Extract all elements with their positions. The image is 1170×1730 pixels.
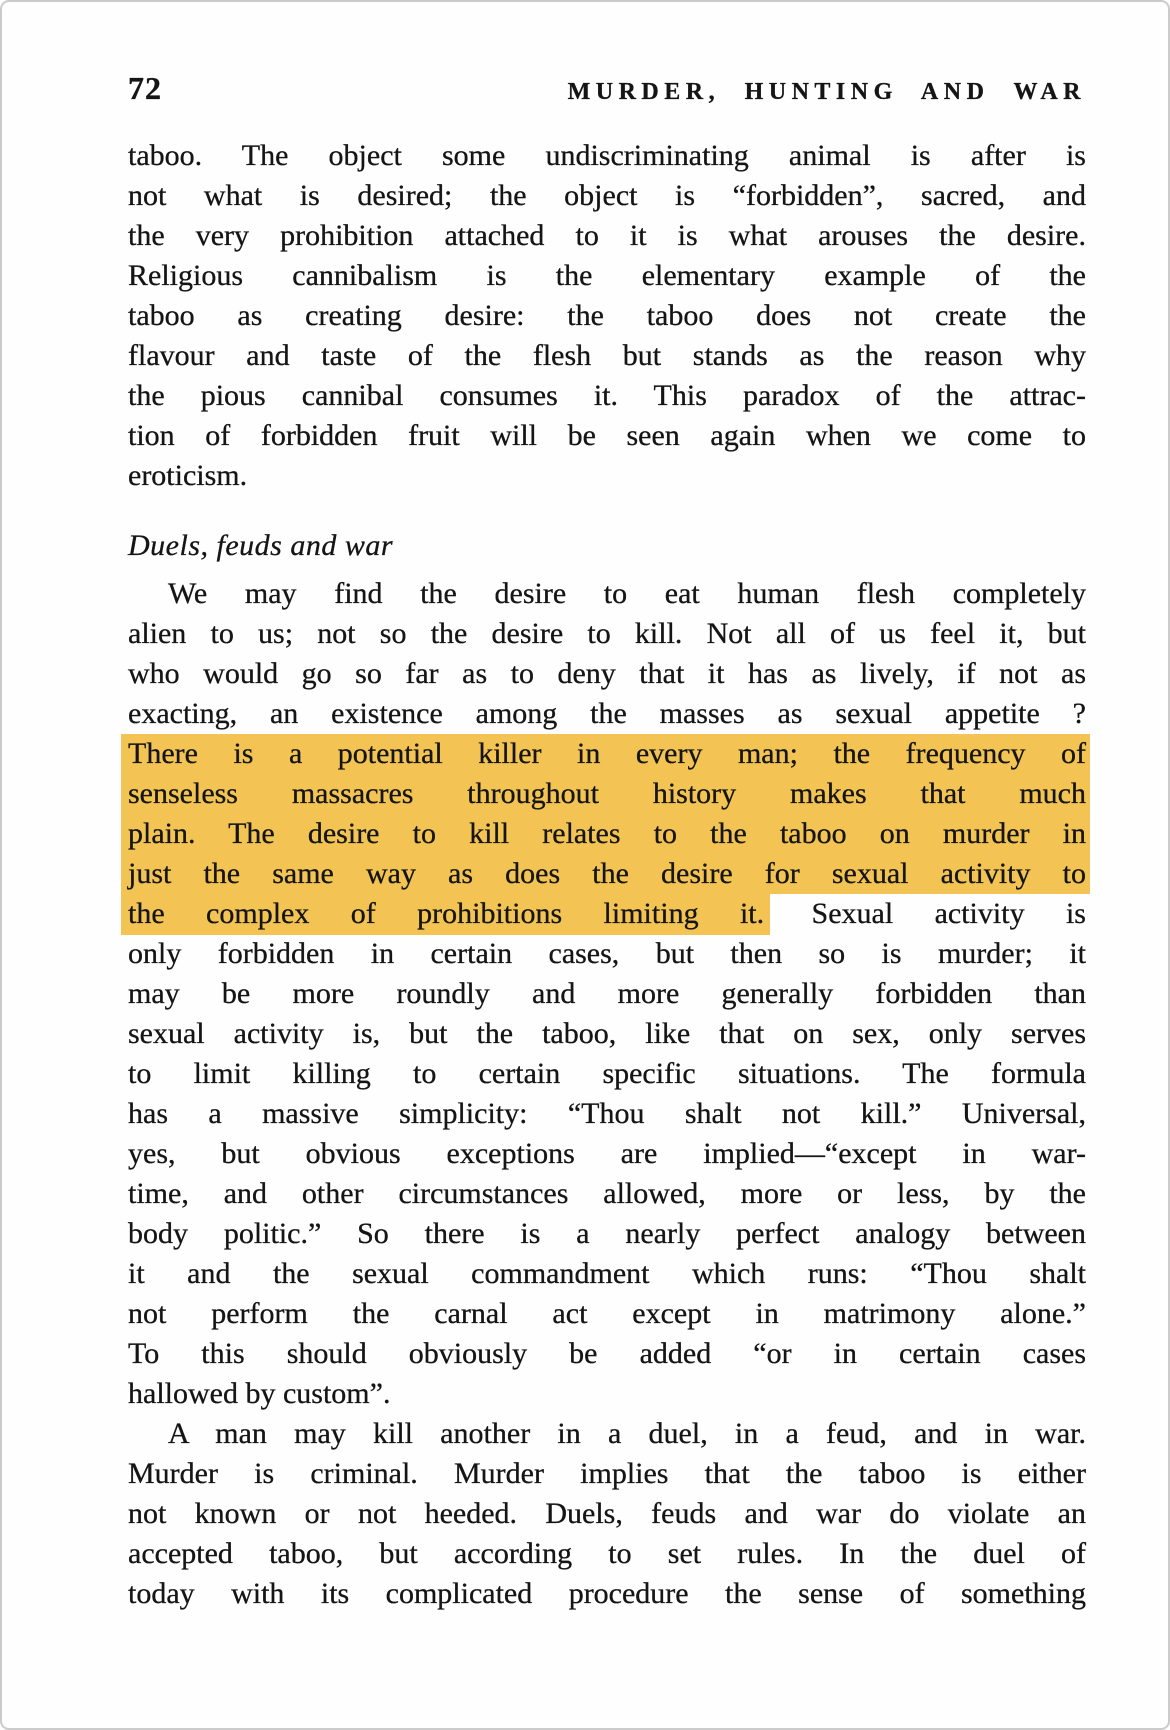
text-column [128, 136, 1086, 1614]
text-line: exacting, an existence among the masses as sexual appetite ? [128, 697, 1086, 730]
text-line: today with its complicated procedure the sense of something [128, 1577, 1086, 1610]
highlight-mark: the complex of prohibitions limiting it. [128, 893, 770, 935]
text-line: just the same way as does the desire for sexual activity to [128, 854, 1086, 894]
text-line: senseless massacres throughout history makes that much [128, 774, 1086, 814]
text-line: eroticism. [128, 459, 248, 492]
text-line: body politic.” So there is a nearly perfect analogy between [128, 1217, 1086, 1250]
text-line: Religious cannibalism is the elementary example of the [128, 259, 1086, 292]
text-line: not what is desired; the object is “forbidden”, sacred, and [128, 179, 1086, 212]
text-line: to limit killing to certain specific situations. The formula [128, 1057, 1086, 1090]
text-line: not known or not heeded. Duels, feuds and war do violate an [128, 1497, 1086, 1530]
page-number: 72 [128, 70, 162, 106]
text-line: has a massive simplicity: “Thou shalt not kill.” Universal, [128, 1097, 1086, 1130]
text-line: taboo. The object some undiscriminating animal is after is [128, 139, 1086, 172]
text-line: alien to us; not so the desire to kill. Not all of us feel it, but [128, 617, 1086, 650]
text-line: Murder is criminal. Murder implies that the taboo is either [128, 1457, 1086, 1490]
text-line: There is a potential killer in every man; the frequency of [128, 734, 1086, 774]
text-line: hallowed by custom”. [128, 1377, 391, 1410]
text-line: A man may kill another in a duel, in a feud, and in war. [168, 1417, 1086, 1450]
text-line: it and the sexual commandment which runs: “Thou shalt [128, 1257, 1086, 1290]
text-line: not perform the carnal act except in matrimony alone.” [128, 1297, 1086, 1330]
text-line: the complex of prohibitions limiting it. Sexual activity is [128, 894, 1086, 934]
text-line: only forbidden in certain cases, but then so is murder; it [128, 937, 1086, 970]
text-line: the very prohibition attached to it is what arouses the desire. [128, 219, 1086, 252]
text-line: accepted taboo, but according to set rules. In the duel of [128, 1537, 1086, 1570]
paragraph [128, 136, 1086, 496]
text-line: time, and other circumstances allowed, more or less, by the [128, 1177, 1086, 1210]
page-header [128, 70, 1086, 107]
paragraph [128, 574, 1086, 1414]
text-line: plain. The desire to kill relates to the taboo on murder in [128, 814, 1086, 854]
text-line: taboo as creating desire: the taboo does not create the [128, 299, 1086, 332]
text-line: the pious cannibal consumes it. This paradox of the attrac- [128, 379, 1086, 412]
paragraph [128, 1414, 1086, 1614]
text-line: flavour and taste of the flesh but stands as the reason why [128, 339, 1086, 372]
running-header: MURDER, HUNTING AND WAR [567, 79, 1086, 105]
text-line: tion of forbidden fruit will be seen again when we come to [128, 419, 1086, 452]
text-line: may be more roundly and more generally forbidden than [128, 977, 1086, 1010]
section-heading: Duels, feuds and war [128, 529, 393, 562]
text-line: yes, but obvious exceptions are implied—“except in war- [128, 1137, 1086, 1170]
text-line: who would go so far as to deny that it has as lively, if not as [128, 657, 1086, 690]
text-line: To this should obviously be added “or in certain cases [128, 1337, 1086, 1370]
text-line: We may find the desire to eat human flesh completely [168, 577, 1086, 610]
text-line: sexual activity is, but the taboo, like that on sex, only serves [128, 1017, 1086, 1050]
